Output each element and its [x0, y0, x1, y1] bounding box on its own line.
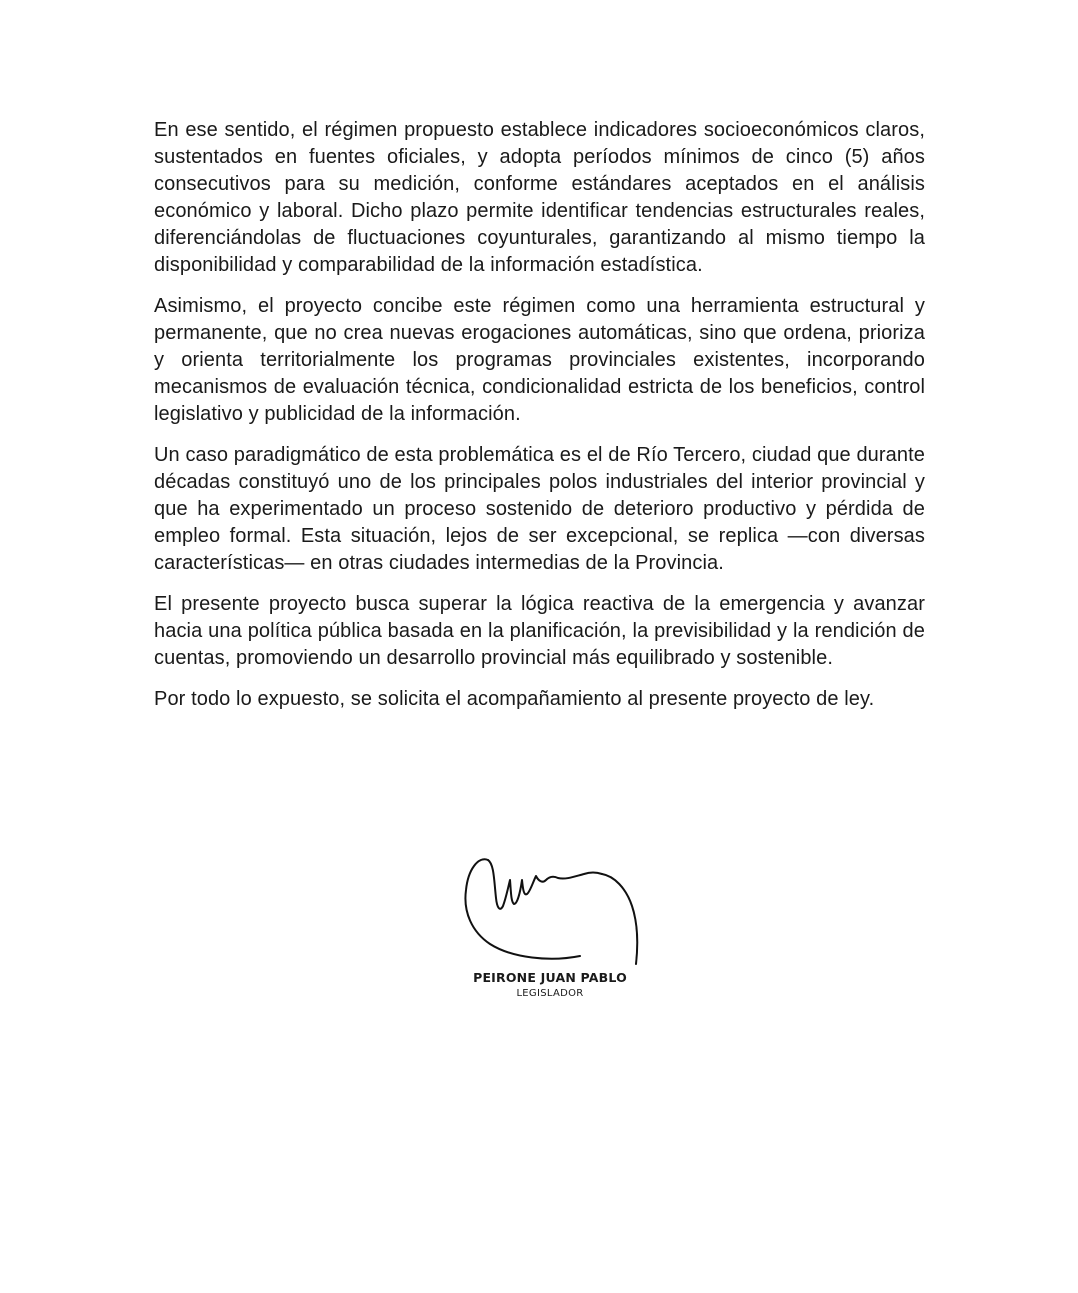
document-body: [154, 117, 925, 727]
signature-block: [440, 850, 660, 1010]
handwritten-signature: [450, 850, 650, 970]
paragraph-5: Por todo lo expuesto, se solicita el acompañamiento al presente proyecto de ley.: [154, 688, 875, 710]
signer-role: LEGISLADOR: [516, 988, 584, 999]
paragraph-1: En ese sentido, el régimen propuesto establece indicadores socioeconómicos claros, sustentados en fuentes oficiales, y adopta períodos mínimos de cinco (5) años consecutivos para su medición, conforme estándares aceptados en el análisis económico y laboral. Dicho plazo permite identificar tendencias estructurales reales, diferenciándolas de fluctuaciones coyunturales, garantizando al mismo tiempo la disponibilidad y comparabilidad de la información estadística.: [154, 119, 925, 276]
paragraph-2: Asimismo, el proyecto concibe este régimen como una herramienta estructural y permanente, que no crea nuevas erogaciones automáticas, sino que ordena, prioriza y orienta territorialmente los programas provinciales existentes, incorporando mecanismos de evaluación técnica, condicionalidad estricta de los beneficios, control legislativo y publicidad de la información.: [154, 295, 925, 425]
signer-name: PEIRONE JUAN PABLO: [473, 970, 627, 985]
paragraph-3: Un caso paradigmático de esta problemática es el de Río Tercero, ciudad que durante décadas constituyó uno de los principales polos industriales del interior provincial y que ha experimentado un proceso sostenido de deterioro productivo y pérdida de empleo formal. Esta situación, lejos de ser excepcional, se replica —con diversas características— en otras ciudades intermedias de la Provincia.: [154, 444, 925, 574]
paragraph-4: El presente proyecto busca superar la lógica reactiva de la emergencia y avanzar hacia una política pública basada en la planificación, la previsibilidad y la rendición de cuentas, promoviendo un desarrollo provincial más equilibrado y sostenible.: [154, 593, 925, 669]
